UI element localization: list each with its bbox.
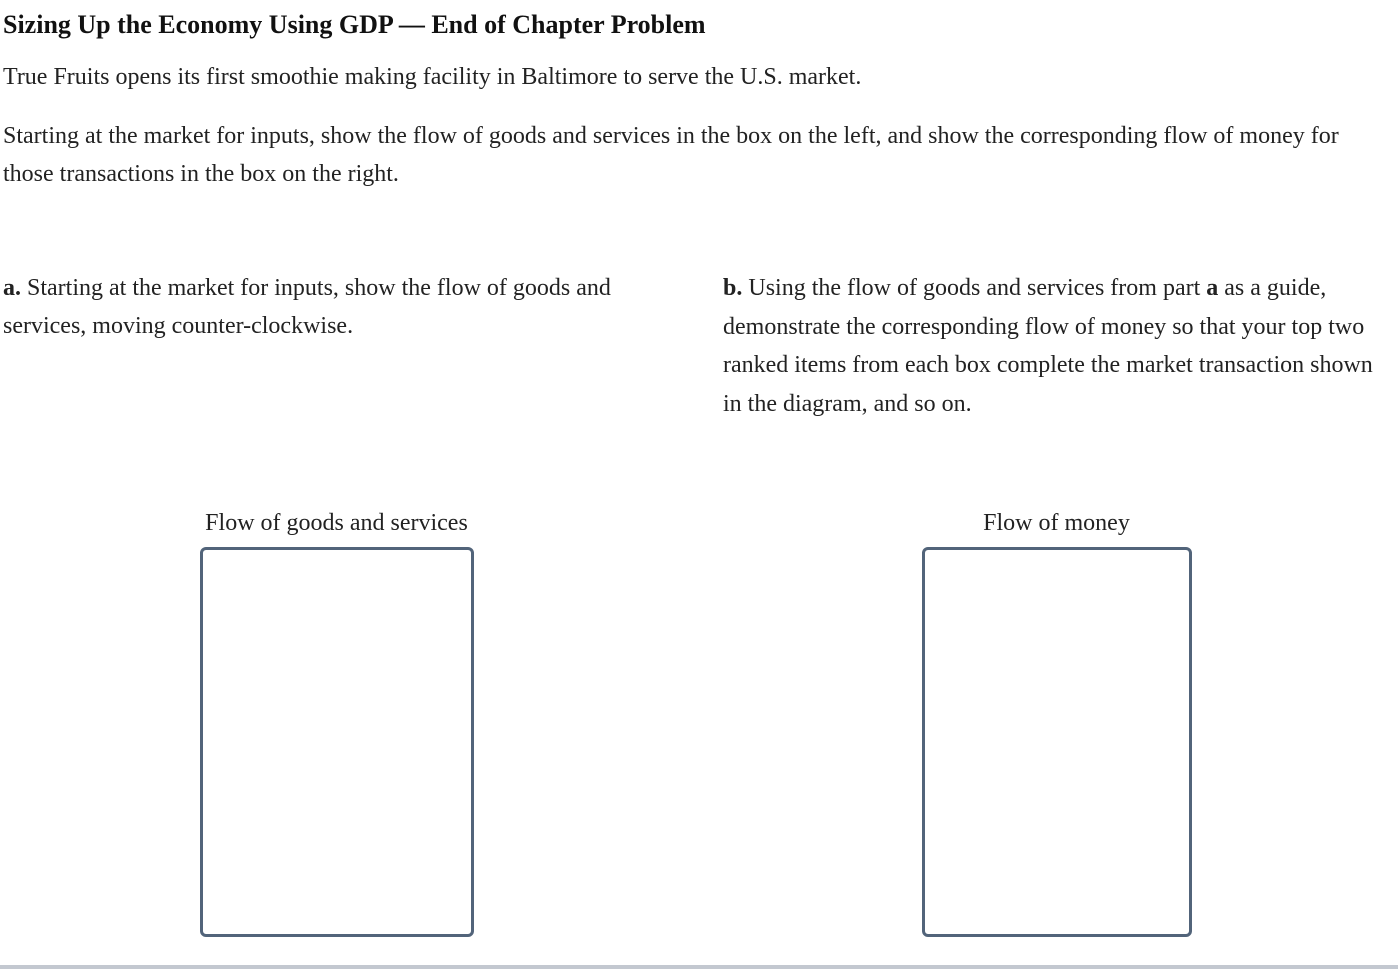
page-title: Sizing Up the Economy Using GDP — End of Chapter Problem	[3, 10, 706, 39]
part-b-text-1: Using the flow of goods and services from part	[742, 275, 1207, 301]
part-b-prompt	[723, 269, 1393, 423]
money-box-label: Flow of money	[983, 510, 1130, 536]
part-b-label: b.	[723, 275, 743, 301]
part-a-text: Starting at the market for inputs, show the flow of goods and services, moving counter-clockwise.	[3, 275, 611, 339]
instructions-text: Starting at the market for inputs, show the flow of goods and services in the box on the left, and show the corresponding flow of money for those transactions in the box on the right.	[3, 123, 1339, 187]
intro-text: True Fruits opens its first smoothie making facility in Baltimore to serve the U.S. market.	[3, 64, 862, 90]
money-drop-box[interactable]	[922, 547, 1192, 937]
part-b-text-2: as a guide, demonstrate the corresponding flow of money so that your top two ranked items from each box complete the market transaction shown in the diagram, and so on.	[723, 275, 1373, 417]
part-a-prompt	[3, 269, 663, 345]
goods-box-label: Flow of goods and services	[205, 510, 468, 536]
part-b-bold-a: a	[1206, 275, 1219, 301]
part-a-label: a.	[3, 275, 21, 301]
goods-services-drop-box[interactable]	[200, 547, 474, 937]
bottom-divider	[0, 965, 1398, 969]
